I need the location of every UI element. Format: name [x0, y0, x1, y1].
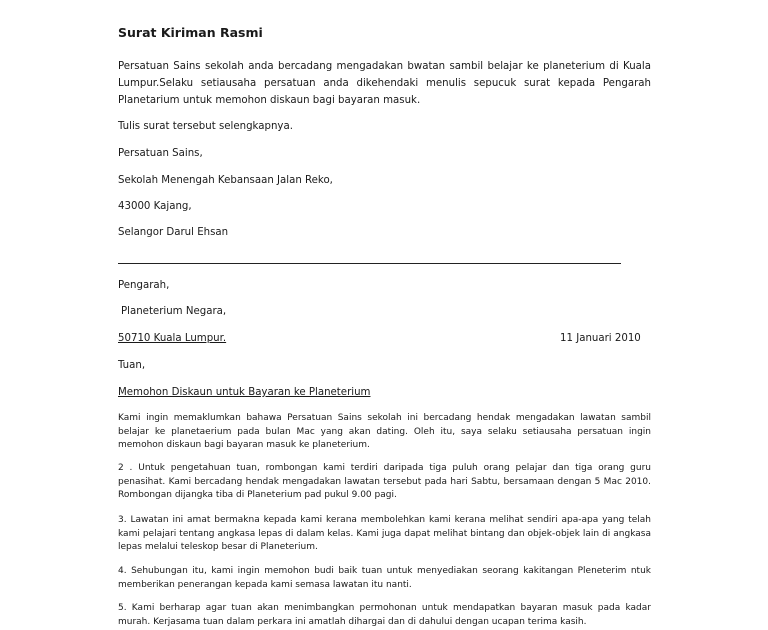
instruction-text: Tulis surat tersebut selengkapnya. [118, 121, 293, 132]
recipient-line-1: Pengarah, [118, 280, 170, 291]
recipient-line-2: Planeterium Negara, [121, 306, 227, 317]
sender-line-1: Persatuan Sains, [118, 148, 203, 159]
divider-line [118, 263, 621, 264]
document-title: Surat Kiriman Rasmi [118, 25, 263, 40]
sender-line-4: Selangor Darul Ehsan [118, 227, 229, 238]
paragraph-2: 2 . Untuk pengetahuan tuan, rombongan kami terdiri daripada tiga puluh orang pelajar dan tiga orang guru penasihat. Kami bercadang hendak mengadakan lawatan tersebut pada hari Sabtu, bersamaan dengan 5 Mac 2010. Rombongan dijangka tiba di Planeterium pad pukul 9.00 pagi. [118, 463, 651, 500]
sender-line-3: 43000 Kajang, [118, 201, 192, 212]
recipient-line-3: 50710 Kuala Lumpur. [118, 333, 227, 344]
paragraph-4: 4. Sehubungan itu, kami ingin memohon budi baik tuan untuk menyediakan seorang kakitangan Pleneterim ntuk memberikan penerangan kepada kami semasa lawatan itu nanti. [118, 566, 651, 590]
paragraph-5: 5. Kami berharap agar tuan akan menimbangkan permohonan untuk mendapatkan bayaran masuk pada kadar murah. Kerjasama tuan dalam perkara ini amatlah dihargai dan di dahului dengan ucapan terima kasih. [118, 603, 651, 627]
paragraph-3: 3. Lawatan ini amat bermakna kepada kami kerana membolehkan kami kerana melihat sendiri apa-apa yang telah kami pelajari tentang angkasa lepas di dalam kelas. Kami juga dapat melihat bintang dan objek-objek lain di angkasa lepas melalui teleskop besar di Planeterium. [118, 515, 651, 552]
letter-date: 11 Januari 2010 [560, 333, 641, 344]
paragraph-1: Kami ingin memaklumkan bahawa Persatuan Sains sekolah ini bercadang hendak mengadakan lawatan sambil belajar ke planetaerium pada bulan Mac yang akan dating. Oleh itu, saya selaku setiausaha persatuan ingin memohon diskaun bagi bayaran masuk ke planeterium. [118, 413, 651, 450]
task-intro: Persatuan Sains sekolah anda bercadang mengadakan bwatan sambil belajar ke planeterium di Kuala Lumpur.Selaku setiausaha persatuan anda dikehendaki menulis sepucuk surat kepada Pengarah Planetarium untuk memohon diskaun bagi bayaran masuk. [118, 61, 651, 106]
sender-line-2: Sekolah Menengah Kebansaan Jalan Reko, [118, 175, 333, 186]
letter-subject: Memohon Diskaun untuk Bayaran ke Planeterium [118, 387, 371, 398]
salutation: Tuan, [118, 360, 146, 371]
